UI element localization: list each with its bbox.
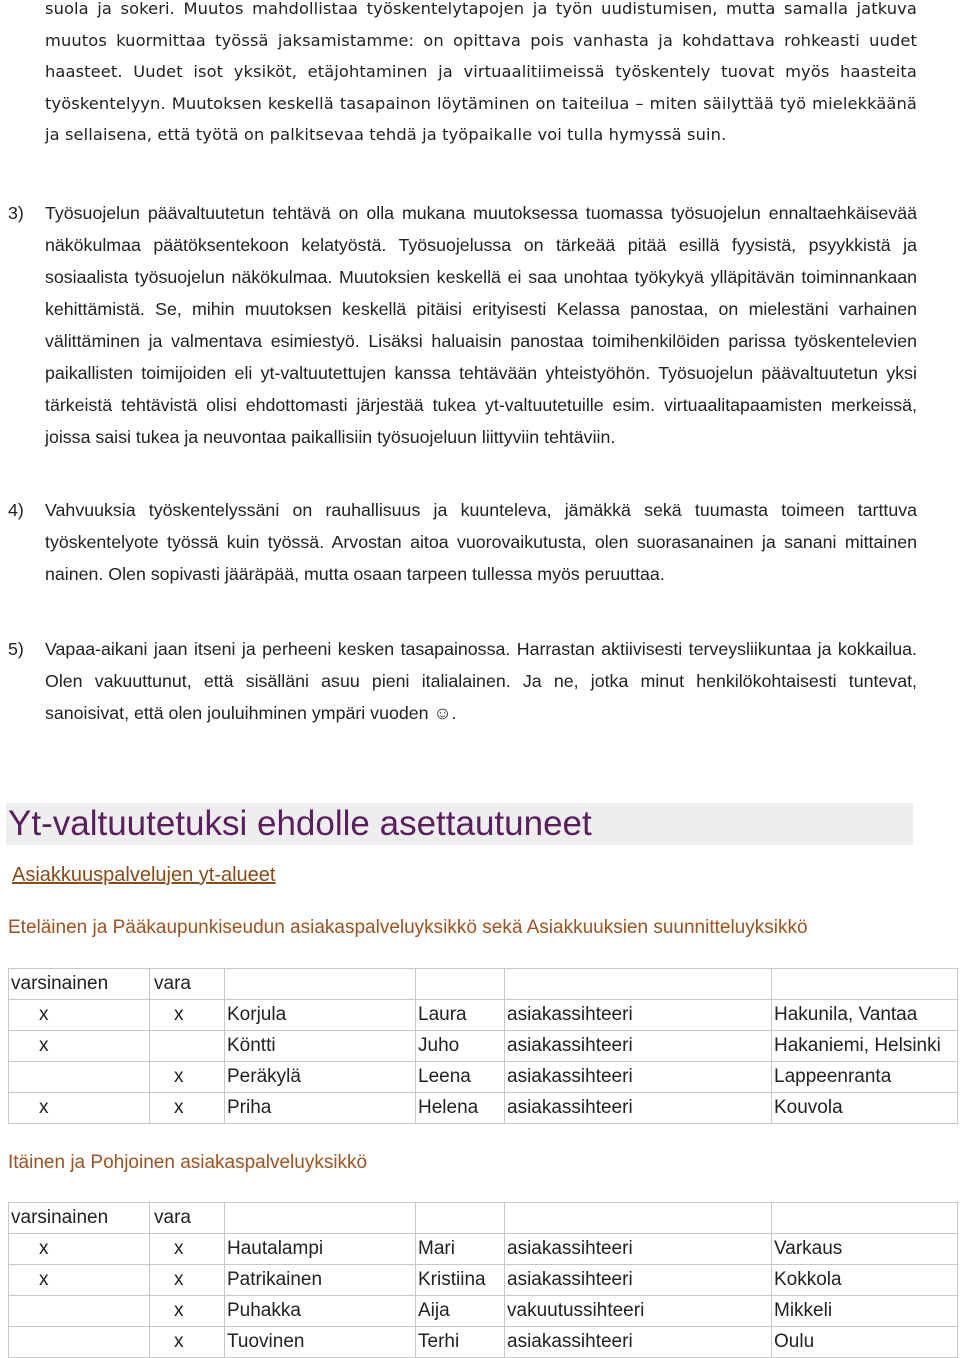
cell-job-title: asiakassihteeri [505, 1000, 772, 1031]
cell-vara: x [150, 1062, 225, 1093]
cell-first-name: Leena [416, 1062, 505, 1093]
header-empty [416, 969, 505, 1000]
cell-vara: x [150, 1093, 225, 1124]
cell-location: Hakunila, Vantaa [772, 1000, 958, 1031]
cell-surname: Korjula [225, 1000, 416, 1031]
cell-surname: Peräkylä [225, 1062, 416, 1093]
cell-job-title: asiakassihteeri [505, 1062, 772, 1093]
cell-varsinainen [9, 1062, 150, 1093]
cell-surname: Tuovinen [225, 1327, 416, 1358]
candidate-table-east [8, 1202, 958, 1358]
unit-title-south: Eteläinen ja Pääkaupunkiseudun asiakaspalveluyksikkö sekä Asiakkuuksien suunnitteluyksikkö [8, 917, 808, 938]
table-row [9, 1093, 958, 1124]
cell-varsinainen: x [9, 1265, 150, 1296]
cell-location: Oulu [772, 1327, 958, 1358]
header-empty [772, 969, 958, 1000]
cell-first-name: Kristiina [416, 1265, 505, 1296]
header-varsinainen: varsinainen [9, 969, 150, 1000]
cell-location: Kokkola [772, 1265, 958, 1296]
cell-surname: Priha [225, 1093, 416, 1124]
cell-vara: x [150, 1296, 225, 1327]
cell-location: Varkaus [772, 1234, 958, 1265]
cell-job-title: asiakassihteeri [505, 1093, 772, 1124]
list-item-number: 3) [8, 203, 24, 223]
cell-varsinainen: x [9, 1031, 150, 1062]
header-empty [505, 1203, 772, 1234]
table-row [9, 1327, 958, 1358]
header-empty [772, 1203, 958, 1234]
table-row [9, 1234, 958, 1265]
cell-first-name: Laura [416, 1000, 505, 1031]
section-title: Yt-valtuutetuksi ehdolle asettautuneet [8, 804, 592, 843]
cell-location: Kouvola [772, 1093, 958, 1124]
cell-first-name: Juho [416, 1031, 505, 1062]
list-item-number: 4) [8, 500, 24, 520]
table-row [9, 1265, 958, 1296]
table-row [9, 1062, 958, 1093]
section-subtitle-link[interactable]: Asiakkuuspalvelujen yt-alueet [12, 864, 276, 886]
cell-location: Mikkeli [772, 1296, 958, 1327]
header-empty [416, 1203, 505, 1234]
cell-job-title: asiakassihteeri [505, 1234, 772, 1265]
cell-job-title: asiakassihteeri [505, 1265, 772, 1296]
cell-vara: x [150, 1327, 225, 1358]
candidate-table-south [8, 968, 958, 1124]
table-row [9, 1000, 958, 1031]
cell-varsinainen [9, 1327, 150, 1358]
header-vara: vara [150, 969, 225, 1000]
table-header-row [9, 1203, 958, 1234]
cell-location: Lappeenranta [772, 1062, 958, 1093]
cell-surname: Patrikainen [225, 1265, 416, 1296]
cell-surname: Hautalampi [225, 1234, 416, 1265]
header-empty [225, 1203, 416, 1234]
table-header-row [9, 969, 958, 1000]
list-item-text: Työsuojelun päävaltuutetun tehtävä on olla mukana muutoksessa tuomassa työsuojelun ennaltaehkäisevää näkökulmaa päätöksentekoon kelatyöstä. Työsuojelussa on tärkeää pitää esillä fyysistä, psyykkistä ja sosiaalista työsuojelun näkökulmaa. Muutoksien keskellä ei saa unohtaa työkykyä ylläpitävän toiminnankaan kehittämistä. Se, mihin muutoksen keskellä pitäisi erityisesti Kelassa panostaa, on mielestäni varhainen välittäminen ja valmentava esimiestyö. Lisäksi haluaisin panostaa toimihenkilöiden parissa työskentelevien paikallisten toimijoiden eli yt-valtuutettujen kanssa tehtävään yhteistyöhön. Työsuojelun päävaltuutetun yksi tärkeistä tehtävistä olisi ehdottomasti järjestää tukea yt-valtuutetuille esim. virtuaalitapaamisten merkeissä, joissa saisi tukea ja neuvontaa paikallisiin työsuojeluun liittyviin tehtäviin. [45, 203, 917, 447]
cell-varsinainen: x [9, 1234, 150, 1265]
header-empty [505, 969, 772, 1000]
cell-vara: x [150, 1000, 225, 1031]
cell-first-name: Mari [416, 1234, 505, 1265]
cell-varsinainen: x [9, 1093, 150, 1124]
cell-surname: Puhakka [225, 1296, 416, 1327]
intro-paragraph: suola ja sokeri. Muutos mahdollistaa työskentelytapojen ja työn uudistumisen, mutta samalla jatkuva muutos kuormittaa työssä jaksamistamme: on opittava pois vanhasta ja kohdattava rohkeasti uudet haasteet. Uudet isot yksiköt, etäjohtaminen ja virtuaalitiimeissä työskentely tuovat myös haasteita työskentelyyn. Muutoksen keskellä tasapainon löytäminen on taiteilua – miten säilyttää työ mielekkäänä ja sellaisena, että työtä on palkitsevaa tehdä ja työpaikalle voi tulla hymyssä suin. [45, 0, 917, 144]
cell-job-title: asiakassihteeri [505, 1031, 772, 1062]
list-item-text: Vapaa-aikani jaan itseni ja perheeni kesken tasapainossa. Harrastan aktiivisesti terveysliikuntaa ja kokkailua. Olen vakuuttunut, että sisälläni asuu pieni italialainen. Ja ne, jotka minut henkilökohtaisesti tuntevat, sanoisivat, että olen jouluihminen ympäri vuoden ☺. [45, 639, 917, 723]
header-vara: vara [150, 1203, 225, 1234]
cell-location: Hakaniemi, Helsinki [772, 1031, 958, 1062]
cell-first-name: Terhi [416, 1327, 505, 1358]
header-empty [225, 969, 416, 1000]
list-item-number: 5) [8, 639, 24, 659]
cell-first-name: Aija [416, 1296, 505, 1327]
cell-varsinainen: x [9, 1000, 150, 1031]
list-item-text: Vahvuuksia työskentelyssäni on rauhallisuus ja kuunteleva, jämäkkä sekä tuumasta toimeen tarttuva työskentelyote työssä kuin työssä. Arvostan aitoa vuorovaikutusta, olen suorasanainen ja sanani mittainen nainen. Olen sopivasti jääräpää, mutta osaan tarpeen tullessa myös peruuttaa. [45, 500, 917, 584]
cell-vara: x [150, 1234, 225, 1265]
cell-vara: x [150, 1265, 225, 1296]
cell-first-name: Helena [416, 1093, 505, 1124]
cell-vara [150, 1031, 225, 1062]
table-row [9, 1031, 958, 1062]
cell-surname: Köntti [225, 1031, 416, 1062]
unit-title-east: Itäinen ja Pohjoinen asiakaspalveluyksikkö [8, 1152, 368, 1173]
cell-job-title: vakuutussihteeri [505, 1296, 772, 1327]
intro-paragraph-block [45, 0, 917, 151]
header-varsinainen: varsinainen [9, 1203, 150, 1234]
cell-job-title: asiakassihteeri [505, 1327, 772, 1358]
cell-varsinainen [9, 1296, 150, 1327]
table-row [9, 1296, 958, 1327]
